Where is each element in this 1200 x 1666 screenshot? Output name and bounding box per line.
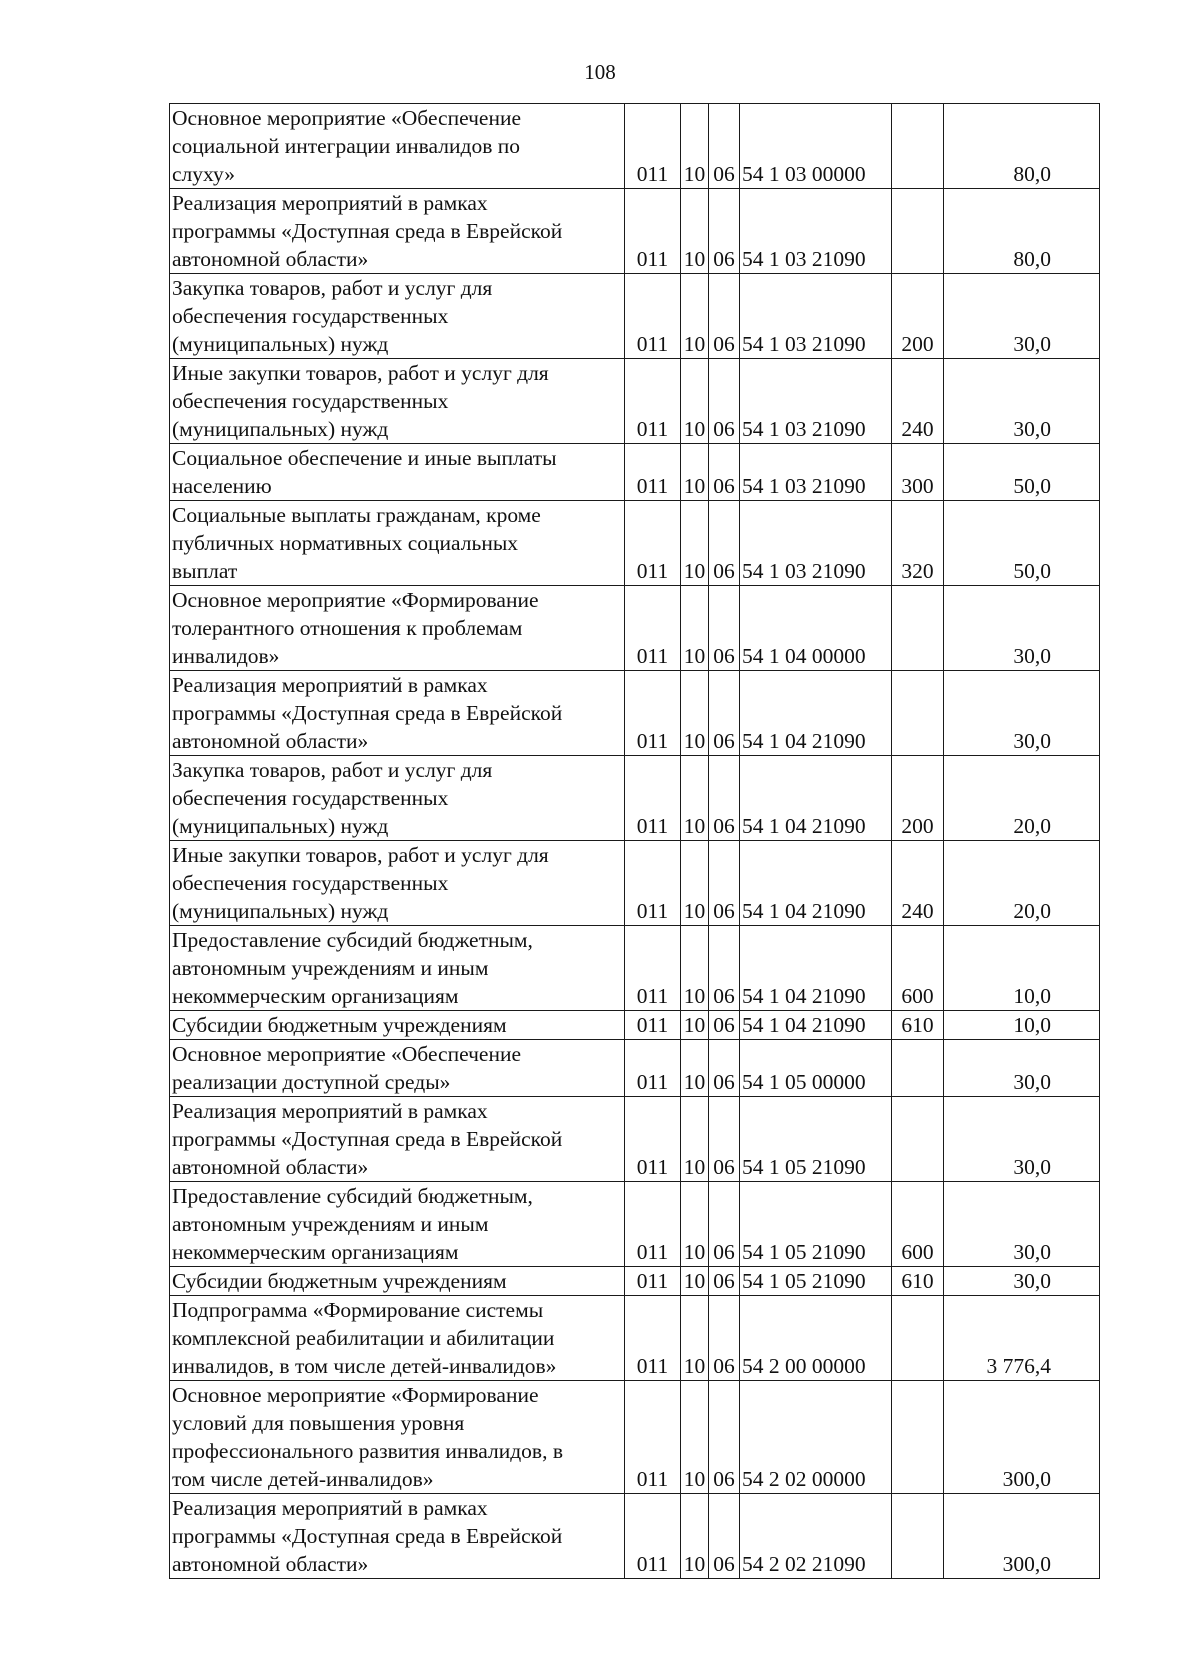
section-code-cell: 10 xyxy=(681,274,709,359)
section-code-cell: 10 xyxy=(681,444,709,501)
subsection-code-cell: 06 xyxy=(709,444,740,501)
row-name-line: Основное мероприятие «Формирование xyxy=(172,588,539,612)
row-name-line: (муниципальных) нужд xyxy=(172,417,389,441)
row-name-cell xyxy=(170,189,625,274)
row-name-line: Реализация мероприятий в рамках xyxy=(172,1099,488,1123)
row-name-cell xyxy=(170,1267,625,1296)
row-name-cell xyxy=(170,359,625,444)
section-code-cell: 10 xyxy=(681,1381,709,1494)
target-article-cell: 54 1 05 21090 xyxy=(740,1097,892,1182)
target-article-cell: 54 1 05 21090 xyxy=(740,1267,892,1296)
section-code-cell: 10 xyxy=(681,586,709,671)
subsection-code-cell: 06 xyxy=(709,189,740,274)
row-name-line: обеспечения государственных xyxy=(172,871,449,895)
row-name-line: Основное мероприятие «Обеспечение xyxy=(172,1042,522,1066)
row-name-cell xyxy=(170,671,625,756)
target-article-cell: 54 1 04 21090 xyxy=(740,1011,892,1040)
row-name-line: Основное мероприятие «Обеспечение xyxy=(172,106,522,130)
section-code-cell: 10 xyxy=(681,1296,709,1381)
amount-cell: 30,0 xyxy=(944,586,1100,671)
table-row xyxy=(170,841,1100,926)
target-article-cell: 54 1 04 21090 xyxy=(740,756,892,841)
expense-type-cell xyxy=(892,1097,944,1182)
expense-type-cell xyxy=(892,1296,944,1381)
budget-table xyxy=(169,103,1100,1579)
subsection-code-cell: 06 xyxy=(709,586,740,671)
section-code-cell: 10 xyxy=(681,1267,709,1296)
row-name-line: (муниципальных) нужд xyxy=(172,814,389,838)
grbs-code-cell: 011 xyxy=(625,444,681,501)
subsection-code-cell: 06 xyxy=(709,1381,740,1494)
amount-cell: 10,0 xyxy=(944,1011,1100,1040)
subsection-code-cell: 06 xyxy=(709,1040,740,1097)
target-article-cell: 54 1 04 21090 xyxy=(740,926,892,1011)
row-name-line: программы «Доступная среда в Еврейской xyxy=(172,1127,563,1151)
table-row xyxy=(170,1040,1100,1097)
row-name-cell xyxy=(170,1011,625,1040)
row-name-cell xyxy=(170,1097,625,1182)
amount-cell: 30,0 xyxy=(944,359,1100,444)
grbs-code-cell: 011 xyxy=(625,1267,681,1296)
target-article-cell: 54 1 03 21090 xyxy=(740,359,892,444)
row-name-line: условий для повышения уровня xyxy=(172,1411,465,1435)
row-name-line: Социальные выплаты гражданам, кроме xyxy=(172,503,541,527)
amount-cell: 50,0 xyxy=(944,444,1100,501)
subsection-code-cell: 06 xyxy=(709,756,740,841)
section-code-cell: 10 xyxy=(681,1182,709,1267)
amount-cell: 300,0 xyxy=(944,1494,1100,1579)
row-name-line: программы «Доступная среда в Еврейской xyxy=(172,1524,563,1548)
amount-cell: 20,0 xyxy=(944,841,1100,926)
subsection-code-cell: 06 xyxy=(709,104,740,189)
row-name-cell xyxy=(170,274,625,359)
grbs-code-cell: 011 xyxy=(625,1040,681,1097)
row-name-line: обеспечения государственных xyxy=(172,304,449,328)
expense-type-cell xyxy=(892,104,944,189)
table-row xyxy=(170,189,1100,274)
row-name-line: автономной области» xyxy=(172,1155,369,1179)
table-row xyxy=(170,444,1100,501)
row-name-cell xyxy=(170,501,625,586)
expense-type-cell: 600 xyxy=(892,926,944,1011)
row-name-line: том числе детей-инвалидов» xyxy=(172,1467,434,1491)
expense-type-cell xyxy=(892,1381,944,1494)
subsection-code-cell: 06 xyxy=(709,1011,740,1040)
table-row xyxy=(170,1097,1100,1182)
section-code-cell: 10 xyxy=(681,1494,709,1579)
amount-cell: 300,0 xyxy=(944,1381,1100,1494)
section-code-cell: 10 xyxy=(681,756,709,841)
target-article-cell: 54 1 05 21090 xyxy=(740,1182,892,1267)
subsection-code-cell: 06 xyxy=(709,926,740,1011)
subsection-code-cell: 06 xyxy=(709,1494,740,1579)
row-name-cell xyxy=(170,1182,625,1267)
section-code-cell: 10 xyxy=(681,104,709,189)
grbs-code-cell: 011 xyxy=(625,586,681,671)
expense-type-cell: 200 xyxy=(892,274,944,359)
subsection-code-cell: 06 xyxy=(709,274,740,359)
grbs-code-cell: 011 xyxy=(625,1097,681,1182)
row-name-cell xyxy=(170,926,625,1011)
row-name-cell xyxy=(170,841,625,926)
row-name-line: некоммерческим организациям xyxy=(172,1240,459,1264)
amount-cell: 80,0 xyxy=(944,189,1100,274)
row-name-line: комплексной реабилитации и абилитации xyxy=(172,1326,555,1350)
target-article-cell: 54 1 04 00000 xyxy=(740,586,892,671)
table-row xyxy=(170,104,1100,189)
row-name-line: Закупка товаров, работ и услуг для xyxy=(172,276,493,300)
row-name-cell xyxy=(170,586,625,671)
row-name-line: Иные закупки товаров, работ и услуг для xyxy=(172,361,549,385)
section-code-cell: 10 xyxy=(681,926,709,1011)
table-row xyxy=(170,926,1100,1011)
expense-type-cell: 610 xyxy=(892,1267,944,1296)
expense-type-cell: 300 xyxy=(892,444,944,501)
subsection-code-cell: 06 xyxy=(709,841,740,926)
grbs-code-cell: 011 xyxy=(625,926,681,1011)
row-name-line: Иные закупки товаров, работ и услуг для xyxy=(172,843,549,867)
row-name-cell xyxy=(170,1296,625,1381)
subsection-code-cell: 06 xyxy=(709,1267,740,1296)
table-row xyxy=(170,1011,1100,1040)
table-row xyxy=(170,1494,1100,1579)
section-code-cell: 10 xyxy=(681,189,709,274)
section-code-cell: 10 xyxy=(681,841,709,926)
row-name-line: автономной области» xyxy=(172,1552,369,1576)
expense-type-cell xyxy=(892,586,944,671)
row-name-cell xyxy=(170,104,625,189)
subsection-code-cell: 06 xyxy=(709,1296,740,1381)
target-article-cell: 54 1 03 21090 xyxy=(740,189,892,274)
row-name-line: инвалидов» xyxy=(172,644,280,668)
row-name-line: слуху» xyxy=(172,162,235,186)
grbs-code-cell: 011 xyxy=(625,1011,681,1040)
section-code-cell: 10 xyxy=(681,359,709,444)
row-name-line: автономной области» xyxy=(172,729,369,753)
expense-type-cell: 600 xyxy=(892,1182,944,1267)
row-name-line: Реализация мероприятий в рамках xyxy=(172,673,488,697)
expense-type-cell xyxy=(892,671,944,756)
amount-cell: 30,0 xyxy=(944,1267,1100,1296)
amount-cell: 30,0 xyxy=(944,1097,1100,1182)
row-name-line: Социальное обеспечение и иные выплаты xyxy=(172,446,557,470)
section-code-cell: 10 xyxy=(681,1011,709,1040)
section-code-cell: 10 xyxy=(681,671,709,756)
row-name-line: Реализация мероприятий в рамках xyxy=(172,1496,488,1520)
grbs-code-cell: 011 xyxy=(625,1182,681,1267)
target-article-cell: 54 1 03 21090 xyxy=(740,274,892,359)
expense-type-cell: 320 xyxy=(892,501,944,586)
row-name-line: реализации доступной среды» xyxy=(172,1070,451,1094)
row-name-line: населению xyxy=(172,474,272,498)
expense-type-cell xyxy=(892,1040,944,1097)
grbs-code-cell: 011 xyxy=(625,274,681,359)
subsection-code-cell: 06 xyxy=(709,1097,740,1182)
row-name-line: Предоставление субсидий бюджетным, xyxy=(172,1184,533,1208)
subsection-code-cell: 06 xyxy=(709,501,740,586)
table-row xyxy=(170,586,1100,671)
subsection-code-cell: 06 xyxy=(709,671,740,756)
table-row xyxy=(170,501,1100,586)
target-article-cell: 54 1 05 00000 xyxy=(740,1040,892,1097)
section-code-cell: 10 xyxy=(681,1097,709,1182)
row-name-line: программы «Доступная среда в Еврейской xyxy=(172,701,563,725)
page-number: 108 xyxy=(584,60,616,84)
row-name-line: обеспечения государственных xyxy=(172,389,449,413)
row-name-line: инвалидов, в том числе детей-инвалидов» xyxy=(172,1354,557,1378)
amount-cell: 30,0 xyxy=(944,671,1100,756)
row-name-line: выплат xyxy=(172,559,238,583)
grbs-code-cell: 011 xyxy=(625,1296,681,1381)
row-name-line: Подпрограмма «Формирование системы xyxy=(172,1298,544,1322)
section-code-cell: 10 xyxy=(681,1040,709,1097)
row-name-line: Основное мероприятие «Формирование xyxy=(172,1383,539,1407)
row-name-line: некоммерческим организациям xyxy=(172,984,459,1008)
target-article-cell: 54 2 02 21090 xyxy=(740,1494,892,1579)
grbs-code-cell: 011 xyxy=(625,1494,681,1579)
row-name-line: публичных нормативных социальных xyxy=(172,531,519,555)
target-article-cell: 54 1 04 21090 xyxy=(740,671,892,756)
row-name-line: профессионального развития инвалидов, в xyxy=(172,1439,563,1463)
target-article-cell: 54 1 03 00000 xyxy=(740,104,892,189)
grbs-code-cell: 011 xyxy=(625,756,681,841)
row-name-line: (муниципальных) нужд xyxy=(172,899,389,923)
row-name-line: Субсидии бюджетным учреждениям xyxy=(172,1269,507,1293)
amount-cell: 30,0 xyxy=(944,274,1100,359)
row-name-line: Закупка товаров, работ и услуг для xyxy=(172,758,493,782)
row-name-line: Предоставление субсидий бюджетным, xyxy=(172,928,533,952)
row-name-line: социальной интеграции инвалидов по xyxy=(172,134,520,158)
amount-cell: 30,0 xyxy=(944,1182,1100,1267)
target-article-cell: 54 2 02 00000 xyxy=(740,1381,892,1494)
amount-cell: 20,0 xyxy=(944,756,1100,841)
subsection-code-cell: 06 xyxy=(709,359,740,444)
table-row xyxy=(170,671,1100,756)
grbs-code-cell: 011 xyxy=(625,1381,681,1494)
amount-cell: 50,0 xyxy=(944,501,1100,586)
amount-cell: 80,0 xyxy=(944,104,1100,189)
table-row xyxy=(170,1296,1100,1381)
row-name-cell xyxy=(170,756,625,841)
row-name-cell xyxy=(170,1381,625,1494)
target-article-cell: 54 1 03 21090 xyxy=(740,444,892,501)
expense-type-cell: 610 xyxy=(892,1011,944,1040)
subsection-code-cell: 06 xyxy=(709,1182,740,1267)
table-row xyxy=(170,274,1100,359)
row-name-line: программы «Доступная среда в Еврейской xyxy=(172,219,563,243)
target-article-cell: 54 2 00 00000 xyxy=(740,1296,892,1381)
grbs-code-cell: 011 xyxy=(625,501,681,586)
grbs-code-cell: 011 xyxy=(625,104,681,189)
expense-type-cell: 240 xyxy=(892,359,944,444)
row-name-line: обеспечения государственных xyxy=(172,786,449,810)
table-row xyxy=(170,1381,1100,1494)
row-name-line: автономным учреждениям и иным xyxy=(172,956,489,980)
row-name-line: Реализация мероприятий в рамках xyxy=(172,191,488,215)
grbs-code-cell: 011 xyxy=(625,841,681,926)
target-article-cell: 54 1 04 21090 xyxy=(740,841,892,926)
expense-type-cell: 200 xyxy=(892,756,944,841)
row-name-cell xyxy=(170,1040,625,1097)
expense-type-cell xyxy=(892,189,944,274)
row-name-line: (муниципальных) нужд xyxy=(172,332,389,356)
table-row xyxy=(170,1182,1100,1267)
target-article-cell: 54 1 03 21090 xyxy=(740,501,892,586)
row-name-line: автономной области» xyxy=(172,247,369,271)
table-row xyxy=(170,359,1100,444)
expense-type-cell: 240 xyxy=(892,841,944,926)
row-name-cell xyxy=(170,444,625,501)
grbs-code-cell: 011 xyxy=(625,671,681,756)
row-name-cell xyxy=(170,1494,625,1579)
grbs-code-cell: 011 xyxy=(625,359,681,444)
row-name-line: толерантного отношения к проблемам xyxy=(172,616,523,640)
amount-cell: 30,0 xyxy=(944,1040,1100,1097)
amount-cell: 10,0 xyxy=(944,926,1100,1011)
section-code-cell: 10 xyxy=(681,501,709,586)
table-row xyxy=(170,1267,1100,1296)
row-name-line: автономным учреждениям и иным xyxy=(172,1212,489,1236)
row-name-line: Субсидии бюджетным учреждениям xyxy=(172,1013,507,1037)
expense-type-cell xyxy=(892,1494,944,1579)
amount-cell: 3 776,4 xyxy=(944,1296,1100,1381)
table-body xyxy=(170,104,1100,1579)
table-row xyxy=(170,756,1100,841)
grbs-code-cell: 011 xyxy=(625,189,681,274)
